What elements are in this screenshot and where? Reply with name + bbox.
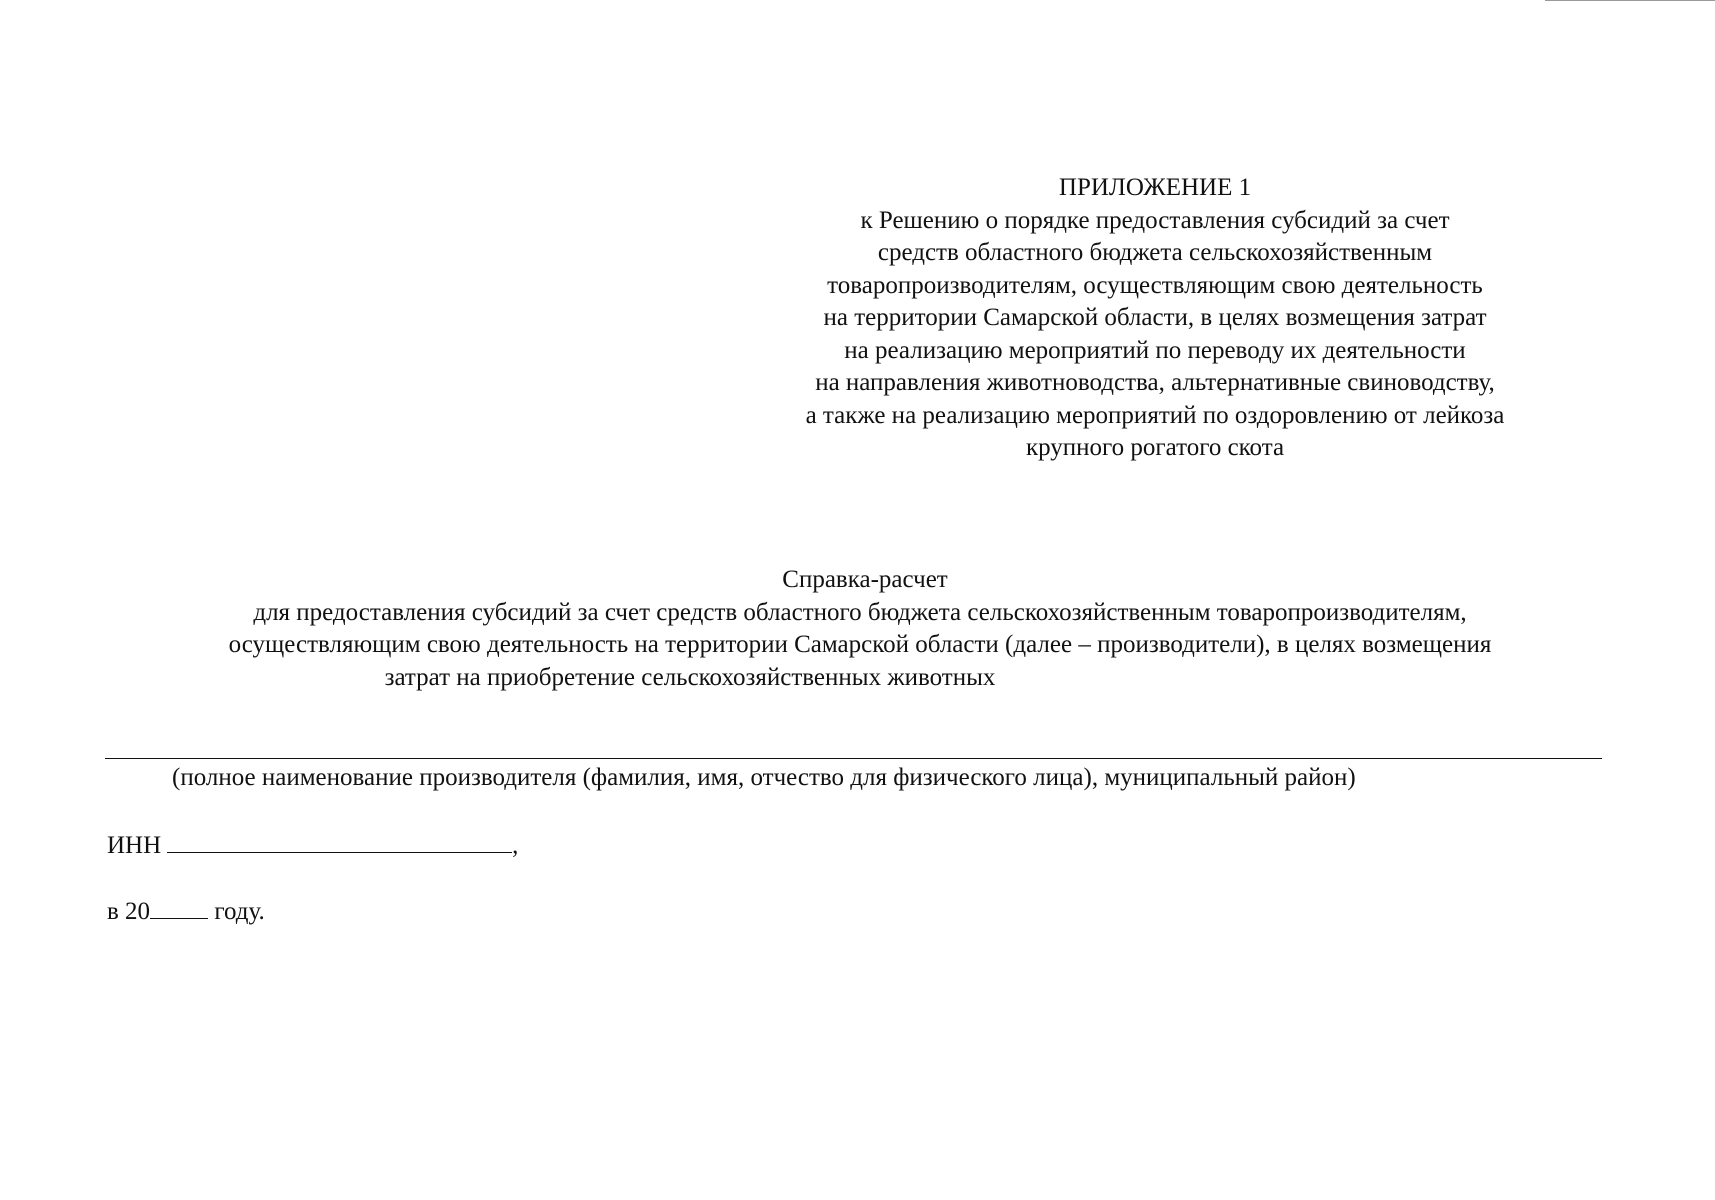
inn-row (107, 826, 518, 862)
document-title-line: для предоставления субсидий за счет средств областного бюджета сельскохозяйственным товаропроизводителям, (253, 598, 1467, 626)
inn-blank-field[interactable] (167, 826, 512, 853)
appendix-line: товаропроизводителям, осуществляющим свою деятельность (827, 271, 1483, 299)
appendix-line: на направления животноводства, альтернативные свиноводству, (815, 369, 1495, 396)
appendix-line: крупного рогатого скота (1025, 434, 1285, 461)
document-title-line: затрат на приобретение сельскохозяйственных животных (384, 663, 996, 691)
producer-name-caption: (полное наименование производителя (фамилия, имя, отчество для физического лица), муниципальный район) (172, 764, 1356, 791)
year-blank-field[interactable] (150, 892, 208, 919)
appendix-header (740, 172, 1570, 465)
document-title-line: осуществляющим свою деятельность на территории Самарской области (далее – производители), в целях возмещения (228, 631, 1492, 658)
year-row (107, 892, 265, 928)
appendix-line: на территории Самарской области, в целях возмещения затрат (823, 304, 1487, 331)
year-prefix: в 20 (107, 898, 151, 925)
producer-name-line[interactable] (105, 758, 1602, 759)
appendix-line: на реализацию мероприятий по переводу их деятельности (844, 336, 1466, 364)
document-title-block (60, 564, 1660, 694)
appendix-line: средств областного бюджета сельскохозяйственным (877, 239, 1433, 266)
inn-suffix: , (512, 832, 519, 859)
appendix-line: к Решению о порядке предоставления субсидий за счет (860, 206, 1450, 234)
document-heading: Справка-расчет (782, 566, 948, 593)
inn-label: ИНН (107, 832, 162, 859)
appendix-title: ПРИЛОЖЕНИЕ 1 (1058, 174, 1252, 201)
year-suffix: году. (208, 898, 265, 925)
scan-edge-mark (1545, 0, 1715, 1)
appendix-line: а также на реализацию мероприятий по оздоровлению от лейкоза (805, 401, 1505, 429)
